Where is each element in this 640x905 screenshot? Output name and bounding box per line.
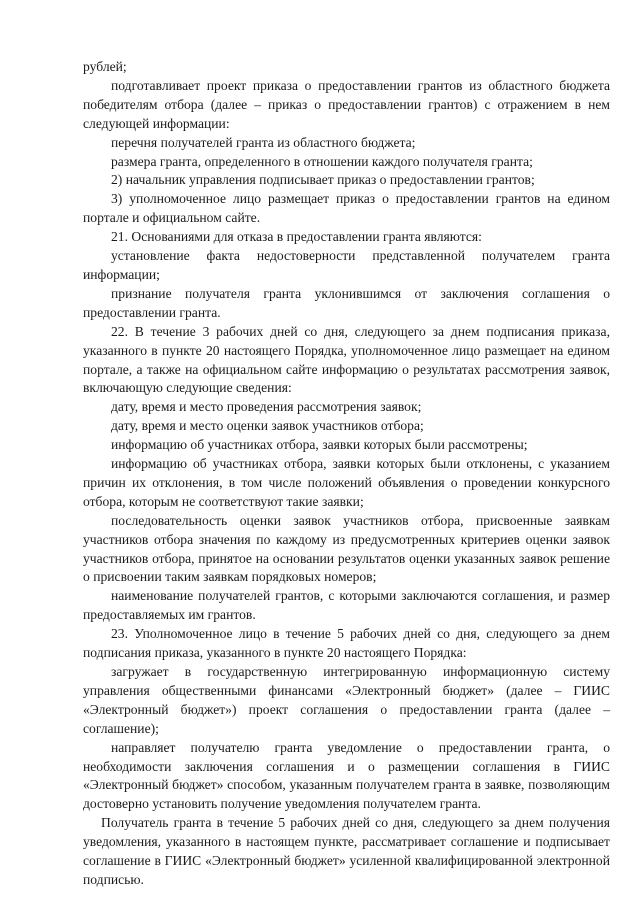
paragraph: рублей; (83, 59, 127, 74)
paragraph: признание получателя гранта уклонившимся от заключения соглашения о предоставлении гранта. (83, 285, 610, 320)
paragraph: размера гранта, определенного в отношении каждого получателя гранта; (111, 153, 533, 169)
paragraph: перечня получателей гранта из областного бюджета; (111, 134, 416, 150)
paragraph: загружает в государственную интегрированную информационную систему управления общественными финансами «Электронный бюджет» (далее – ГИИС «Электронный бюджет») проект соглашения о предоставлении гранта (далее – соглашение); (83, 664, 610, 736)
paragraph: подготавливает проект приказа о предоставлении грантов из областного бюджета победителям отбора (далее – приказ о предоставлении грантов) с отражением в нем следующей информации: (83, 77, 610, 131)
paragraph: 22. В течение 3 рабочих дней со дня, следующего за днем подписания приказа, указанного в пункте 20 настоящего Порядка, уполномоченное лицо размещает на едином портале, а также на официальном сайте информацию о результатах рассмотрения заявок, включающую следующие сведения: (83, 323, 610, 396)
paragraph: информацию об участниках отбора, заявки которых были рассмотрены; (111, 437, 528, 453)
paragraph: дату, время и место проведения рассмотрения заявок; (111, 399, 422, 415)
paragraph: последовательность оценки заявок участников отбора, присвоенные заявкам участников отбора значения по каждому из предусмотренных критериев оценки заявок участников отбора, принятое на основании результатов оценки указанных заявок решение о присвоении таким заявкам порядковых номеров; (83, 512, 610, 585)
document-body (83, 58, 610, 890)
paragraph: направляет получателю гранта уведомление о предоставлении гранта, о необходимости заключения соглашения и о размещении соглашения в ГИИС «Электронный бюджет» способом, указанным получателем гранта в заявке, позволяющим достоверно установить получение уведомления получателем гранта. (83, 739, 610, 812)
paragraph: 21. Основаниями для отказа в предоставлении гранта являются: (111, 229, 482, 245)
paragraph: дату, время и место оценки заявок участников отбора; (111, 418, 424, 434)
paragraph: 3) уполномоченное лицо размещает приказ о предоставлении грантов на едином портале и официальном сайте. (83, 191, 610, 226)
paragraph: информацию об участниках отбора, заявки которых были отклонены, с указанием причин их отклонения, в том числе положений объявления о проведении конкурсного отбора, которым не соответствуют такие заявки; (83, 456, 610, 509)
paragraph: наименование получателей грантов, с которыми заключаются соглашения, и размер предоставляемых им грантов. (83, 588, 610, 623)
paragraph: установление факта недостоверности представленной получателем гранта информации; (83, 248, 610, 282)
paragraph: 23. Уполномоченное лицо в течение 5 рабочих дней со дня, следующего за днем подписания приказа, указанного в пункте 20 настоящего Порядка: (83, 626, 610, 661)
paragraph: Получатель гранта в течение 5 рабочих дней со дня, следующего за днем получения уведомления, указанного в настоящем пункте, рассматривает соглашение и подписывает соглашение в ГИИС «Электронный бюджет» усиленной квалифицированной электронной подписью. (83, 815, 610, 887)
paragraph: 2) начальник управления подписывает приказ о предоставлении грантов; (111, 172, 535, 188)
